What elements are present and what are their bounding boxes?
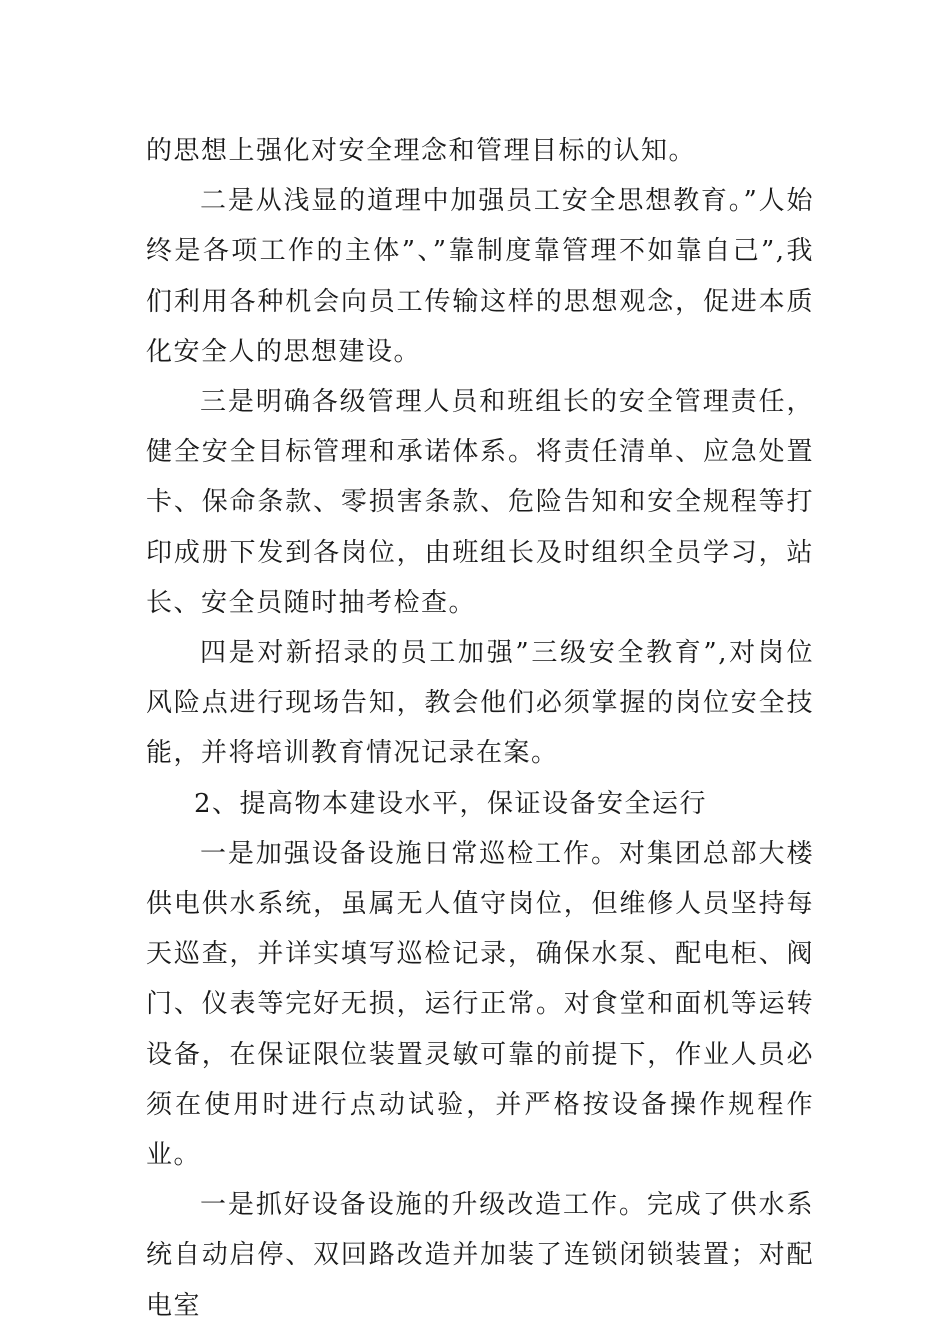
paragraph-continuation: 的思想上强化对安全理念和管理目标的认知。 xyxy=(146,136,697,166)
document-body xyxy=(146,126,814,1331)
paragraph-upgrade: 一是抓好设备设施的升级改造工作。完成了供水系统自动启停、双回路改造并加装了连锁闭锁装置；对配电室 xyxy=(146,1190,814,1321)
paragraph-point-four: 四是对新招录的员工加强”三级安全教育”,对岗位风险点进行现场告知，教会他们必须掌握的岗位安全技能，并将培训教育情况记录在案。 xyxy=(146,638,814,769)
section-heading-2: 2、提高物本建设水平，保证设备安全运行 xyxy=(194,788,708,819)
paragraph-point-three: 三是明确各级管理人员和班组长的安全管理责任，健全安全目标管理和承诺体系。将责任清单、应急处置卡、保命条款、零损害条款、危险告知和安全规程等打印成册下发到各岗位，由班组长及时组织全员学习，站长、安全员随时抽考检查。 xyxy=(146,387,814,618)
paragraph-daily-inspection: 一是加强设备设施日常巡检工作。对集团总部大楼供电供水系统，虽属无人值守岗位，但维修人员坚持每天巡查，并详实填写巡检记录，确保水泵、配电柜、阀门、仪表等完好无损，运行正常。对食堂和面机等运转设备，在保证限位装置灵敏可靠的前提下，作业人员必须在使用时进行点动试验，并严格按设备操作规程作业。 xyxy=(146,838,814,1171)
paragraph-point-two: 二是从浅显的道理中加强员工安全思想教育。”人始终是各项工作的主体”、”靠制度靠管理不如靠自己”,我们利用各种机会向员工传输这样的思想观念，促进本质化安全人的思想建设。 xyxy=(146,186,814,367)
